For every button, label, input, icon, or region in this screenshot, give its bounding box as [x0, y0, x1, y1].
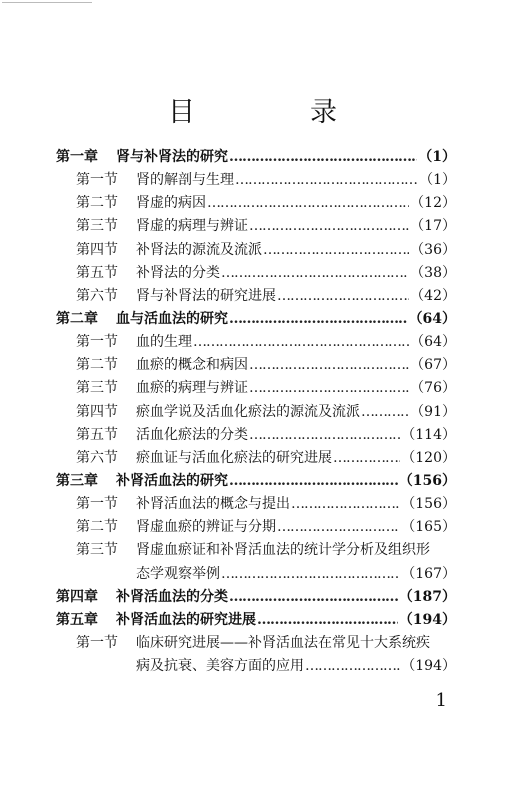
- toc-page-number: （165）: [401, 519, 456, 536]
- toc-section-row[interactable]: [56, 632, 456, 655]
- toc-entry-title: 血瘀的概念和病因: [136, 357, 248, 374]
- toc-entry-line: [136, 516, 456, 539]
- toc-entry-line: [136, 563, 456, 586]
- toc-page-number: （156）: [398, 472, 456, 489]
- toc-entry-line: [136, 239, 456, 262]
- toc-entry-number: 第五章: [56, 611, 98, 628]
- toc-entry-title: 态学观察举例: [136, 565, 220, 582]
- toc-entry-title: 肾与补肾法的研究: [116, 149, 228, 165]
- toc-entry-number: 第一章: [56, 149, 98, 165]
- toc-page-number: （194）: [398, 611, 456, 628]
- toc-section-row[interactable]: [56, 401, 456, 424]
- toc-chapter-row[interactable]: [56, 146, 456, 169]
- toc-entry-number: 第五节: [76, 264, 118, 281]
- toc-entry-title: 血瘀的病理与辨证: [136, 380, 248, 397]
- toc-entry-number: 第二节: [76, 195, 118, 212]
- toc-continuation-row[interactable]: [56, 563, 456, 586]
- toc-dot-leader: [207, 192, 409, 215]
- toc-entry-number: 第三节: [76, 380, 118, 397]
- toc-dot-leader: [235, 169, 418, 192]
- toc-section-row[interactable]: [56, 331, 456, 354]
- toc-page-number: （156）: [401, 496, 456, 513]
- toc-entry-title: 补肾活血法的研究: [116, 472, 228, 489]
- toc-chapter-row[interactable]: [56, 609, 456, 632]
- toc-entry-number: 第一节: [76, 634, 118, 651]
- toc-entry-line: [136, 215, 456, 238]
- toc-dot-leader: [229, 146, 417, 169]
- toc-dot-leader: [257, 609, 398, 632]
- toc-dot-leader: [229, 586, 398, 609]
- toc-entry-line: [136, 377, 456, 400]
- toc-page-number: （64）: [410, 334, 456, 351]
- toc-entry-line: [136, 539, 456, 562]
- toc-entry-number: 第四节: [76, 403, 118, 420]
- toc-dot-leader: [277, 285, 409, 308]
- toc-entry-title: 补肾活血法的分类: [116, 588, 228, 605]
- toc-entry-line: [136, 331, 456, 354]
- toc-entry-line: [136, 493, 456, 516]
- toc-entry-number: 第二章: [56, 310, 98, 327]
- scan-artifact: [2, 2, 92, 3]
- toc-dot-leader: [277, 516, 400, 539]
- toc-entry-line: [136, 447, 456, 470]
- table-of-contents: [56, 146, 456, 678]
- toc-entry-title: 肾虚的病因: [136, 195, 206, 212]
- toc-entry-line: [136, 424, 456, 447]
- toc-entry-line: [136, 262, 456, 285]
- toc-chapter-row[interactable]: [56, 308, 456, 331]
- toc-entry-line: [136, 655, 456, 678]
- toc-entry-title: 瘀血证与活血化瘀法的研究进展: [136, 449, 332, 466]
- toc-entry-number: 第二节: [76, 519, 118, 536]
- toc-entry-number: 第四章: [56, 588, 98, 605]
- toc-page-number: （1）: [419, 172, 456, 189]
- toc-page-number: （91）: [410, 403, 456, 420]
- toc-entry-title: 血与活血法的研究: [116, 310, 228, 327]
- toc-dot-leader: [249, 424, 400, 447]
- toc-entry-line: [116, 609, 456, 632]
- toc-entry-line: [116, 146, 456, 169]
- toc-entry-line: [136, 632, 456, 655]
- toc-dot-leader: [291, 493, 400, 516]
- toc-page-number: （38）: [410, 264, 456, 281]
- page-title: 目 录: [168, 97, 381, 128]
- toc-entry-title: 补肾法的源流及流派: [136, 241, 262, 258]
- toc-dot-leader: [229, 308, 408, 331]
- toc-chapter-row[interactable]: [56, 586, 456, 609]
- page-number: 1: [435, 690, 447, 711]
- toc-dot-leader: [263, 239, 409, 262]
- toc-section-row[interactable]: [56, 424, 456, 447]
- toc-entry-line: [136, 285, 456, 308]
- toc-section-row[interactable]: [56, 169, 456, 192]
- toc-entry-title: 肾虚的病理与辨证: [136, 218, 248, 235]
- toc-section-row[interactable]: [56, 377, 456, 400]
- toc-entry-number: 第四节: [76, 241, 118, 258]
- toc-chapter-row[interactable]: [56, 470, 456, 493]
- toc-page-number: （12）: [410, 195, 456, 212]
- toc-page-number: （194）: [401, 658, 456, 675]
- toc-entry-number: 第一节: [76, 496, 118, 513]
- toc-dot-leader: [193, 331, 409, 354]
- toc-entry-line: [136, 354, 456, 377]
- toc-entry-title: 肾虚血瘀证和补肾活血法的统计学分析及组织形: [136, 542, 430, 559]
- toc-entry-title: 血的生理: [136, 334, 192, 351]
- toc-entry-line: [116, 308, 456, 331]
- toc-entry-number: 第一节: [76, 334, 118, 351]
- toc-page-number: （1）: [418, 149, 456, 165]
- toc-page-number: （167）: [401, 565, 456, 582]
- toc-entry-title: 肾的解剖与生理: [136, 172, 234, 189]
- toc-entry-number: 第一节: [76, 172, 118, 189]
- toc-section-row[interactable]: [56, 215, 456, 238]
- toc-page-number: （187）: [398, 588, 456, 605]
- toc-section-row[interactable]: [56, 539, 456, 562]
- toc-entry-line: [136, 401, 456, 424]
- toc-section-row[interactable]: [56, 285, 456, 308]
- toc-entry-number: 第三节: [76, 542, 118, 559]
- toc-entry-number: 第五节: [76, 426, 118, 443]
- toc-dot-leader: [333, 447, 400, 470]
- toc-entry-number: 第三节: [76, 218, 118, 235]
- toc-entry-line: [136, 192, 456, 215]
- toc-page-number: （114）: [401, 426, 456, 443]
- toc-page-number: （17）: [410, 218, 456, 235]
- toc-dot-leader: [305, 655, 400, 678]
- toc-page-number: （67）: [410, 357, 456, 374]
- toc-continuation-row[interactable]: [56, 655, 456, 678]
- toc-entry-number: 第二节: [76, 357, 118, 374]
- toc-entry-title: 临床研究进展——补肾活血法在常见十大系统疾: [136, 634, 430, 651]
- toc-dot-leader: [361, 401, 409, 424]
- toc-entry-title: 补肾法的分类: [136, 264, 220, 281]
- toc-dot-leader: [229, 470, 398, 493]
- toc-page-number: （42）: [410, 287, 456, 304]
- toc-dot-leader: [249, 377, 409, 400]
- toc-section-row[interactable]: [56, 516, 456, 539]
- toc-section-row[interactable]: [56, 262, 456, 285]
- toc-entry-line: [116, 586, 456, 609]
- toc-page-number: （36）: [410, 241, 456, 258]
- toc-entry-number: 第六节: [76, 449, 118, 466]
- toc-page-number: （120）: [401, 449, 456, 466]
- toc-page-number: （64）: [408, 310, 456, 327]
- toc-entry-line: [136, 169, 456, 192]
- toc-page-number: （76）: [410, 380, 456, 397]
- toc-entry-title: 病及抗衰、美容方面的应用: [136, 658, 304, 675]
- toc-entry-title: 肾与补肾法的研究进展: [136, 287, 276, 304]
- toc-section-row[interactable]: [56, 192, 456, 215]
- toc-dot-leader: [249, 354, 409, 377]
- toc-section-row[interactable]: [56, 239, 456, 262]
- toc-entry-title: 瘀血学说及活血化瘀法的源流及流派: [136, 403, 360, 420]
- toc-section-row[interactable]: [56, 493, 456, 516]
- toc-entry-title: 活血化瘀法的分类: [136, 426, 248, 443]
- toc-entry-title: 补肾活血法的研究进展: [116, 611, 256, 628]
- toc-entry-number: 第三章: [56, 472, 98, 489]
- toc-section-row[interactable]: [56, 447, 456, 470]
- toc-dot-leader: [249, 215, 409, 238]
- toc-entry-title: 肾虚血瘀的辨证与分期: [136, 519, 276, 536]
- toc-section-row[interactable]: [56, 354, 456, 377]
- toc-entry-line: [116, 470, 456, 493]
- toc-entry-number: 第六节: [76, 287, 118, 304]
- toc-dot-leader: [221, 262, 409, 285]
- toc-dot-leader: [221, 563, 400, 586]
- toc-entry-title: 补肾活血法的概念与提出: [136, 496, 290, 513]
